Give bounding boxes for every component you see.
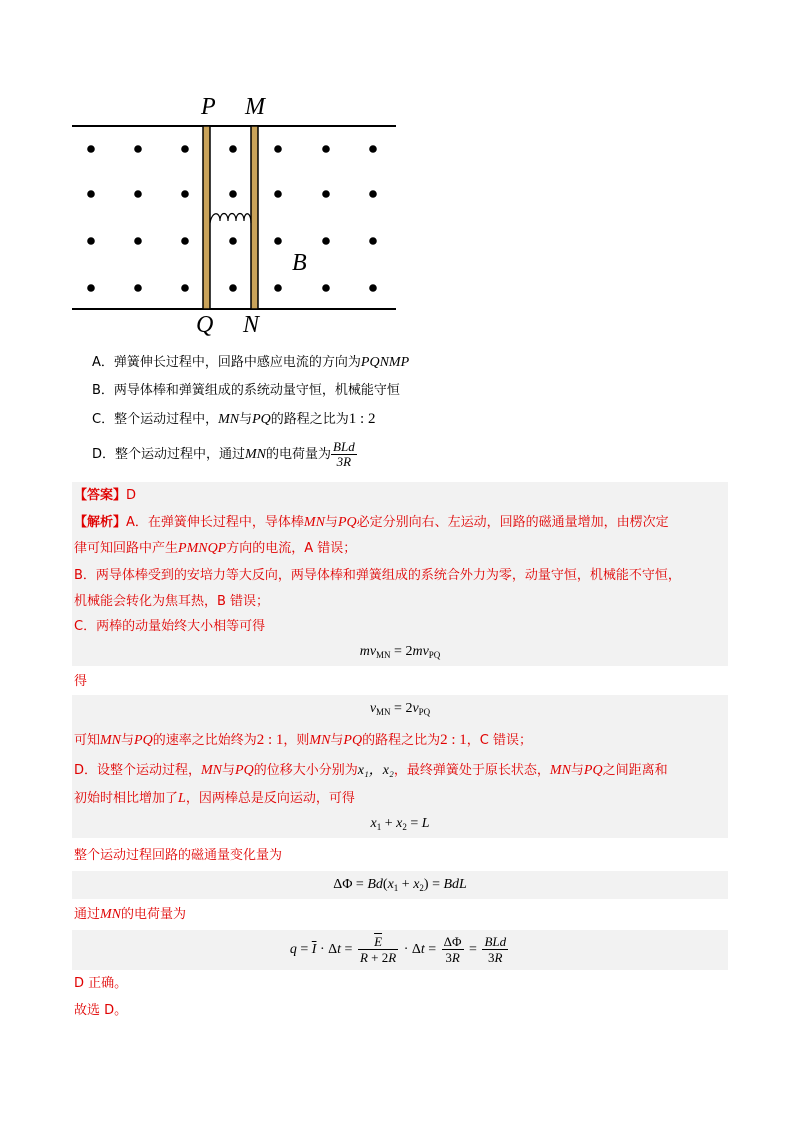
label-n: N: [243, 312, 260, 338]
analysis-c-line1: C．两棒的动量始终大小相等可得: [74, 619, 266, 634]
label-m: M: [245, 94, 265, 120]
analysis-d-line1: D．设整个运动过程，MN与PQ的位移大小分别为x₁，x₂，最终弹簧处于原长状态，MN与PQ之间距离和: [74, 763, 668, 778]
analysis-a-line1: 【解析】A．在弹簧伸长过程中，导体棒MN与PQ必定分别向右、左运动，回路的磁通量增加，由楞次定: [74, 515, 669, 530]
option-c: C．整个运动过程中，MN与PQ的路程之比为1 : 2: [92, 411, 376, 427]
label-b: B: [292, 250, 307, 276]
spring: [210, 214, 251, 224]
field-dots: [87, 145, 377, 292]
equation-charge: $q = \overline{I} \cdot \Delta t$ = $\frac{\overline{E}}{R + 2R}$ · Δt = $\frac{\Delta\Phi}{3R}$ = BLd 3R: [289, 934, 507, 966]
analysis-a-line2: 律可知回路中产生PMNQP方向的电流，A 错误；: [74, 541, 357, 556]
option-b: B．两导体棒和弹簧组成的系统动量守恒，机械能守恒: [92, 383, 400, 398]
analysis-flux-label: 整个运动过程回路的磁通量变化量为: [74, 848, 283, 863]
rod-mn: [251, 126, 258, 309]
analysis-d-line2: 初始时相比增加了L，因两棒总是反向运动，可得: [74, 791, 355, 806]
analysis-de-label: 得: [74, 674, 88, 689]
circuit-diagram: [70, 95, 400, 345]
analysis-charge-label: 通过MN的电荷量为: [74, 907, 187, 922]
analysis-b-line1: B．两导体棒受到的安培力等大反向，两导体棒和弹簧组成的系统合外力为零，动量守恒，机械能不守恒，: [74, 568, 681, 583]
option-d: D．整个运动过程中，通过MN的电荷量为 $\frac{\text{BLd}}{3R}$: [92, 439, 355, 469]
option-a: A．弹簧伸长过程中，回路中感应电流的方向为PQNMP: [92, 355, 410, 370]
circuit-figure: [70, 95, 400, 345]
rod-pq: [203, 126, 210, 309]
analysis-correct: D 正确。: [74, 976, 128, 991]
equation-momentum: $mv_{MN} = 2mv_{PQ}$: [359, 644, 441, 660]
label-q: Q: [196, 312, 214, 338]
equation-displacement: $x_1 + x_2 = L$: [370, 816, 430, 832]
label-p: P: [201, 94, 216, 120]
equation-velocity: $v_{MN} = 2v_{PQ}$: [369, 701, 431, 717]
analysis-b-line2: 机械能会转化为焦耳热，B 错误；: [74, 594, 270, 609]
option-d-fraction: $\frac{\text{BLd}}{3R}$: [333, 439, 355, 469]
analysis-ratio-line: 可知MN与PQ的速率之比始终为2 : 1，则MN与PQ的路程之比为2 : 1，C 错误；: [74, 732, 532, 748]
answer-line: 【答案】D: [74, 488, 137, 503]
analysis-choose: 故选 D。: [74, 1003, 128, 1018]
equation-flux: $\Delta\Phi = Bd(x_1 + x_2)$ = BdL: [333, 877, 467, 893]
